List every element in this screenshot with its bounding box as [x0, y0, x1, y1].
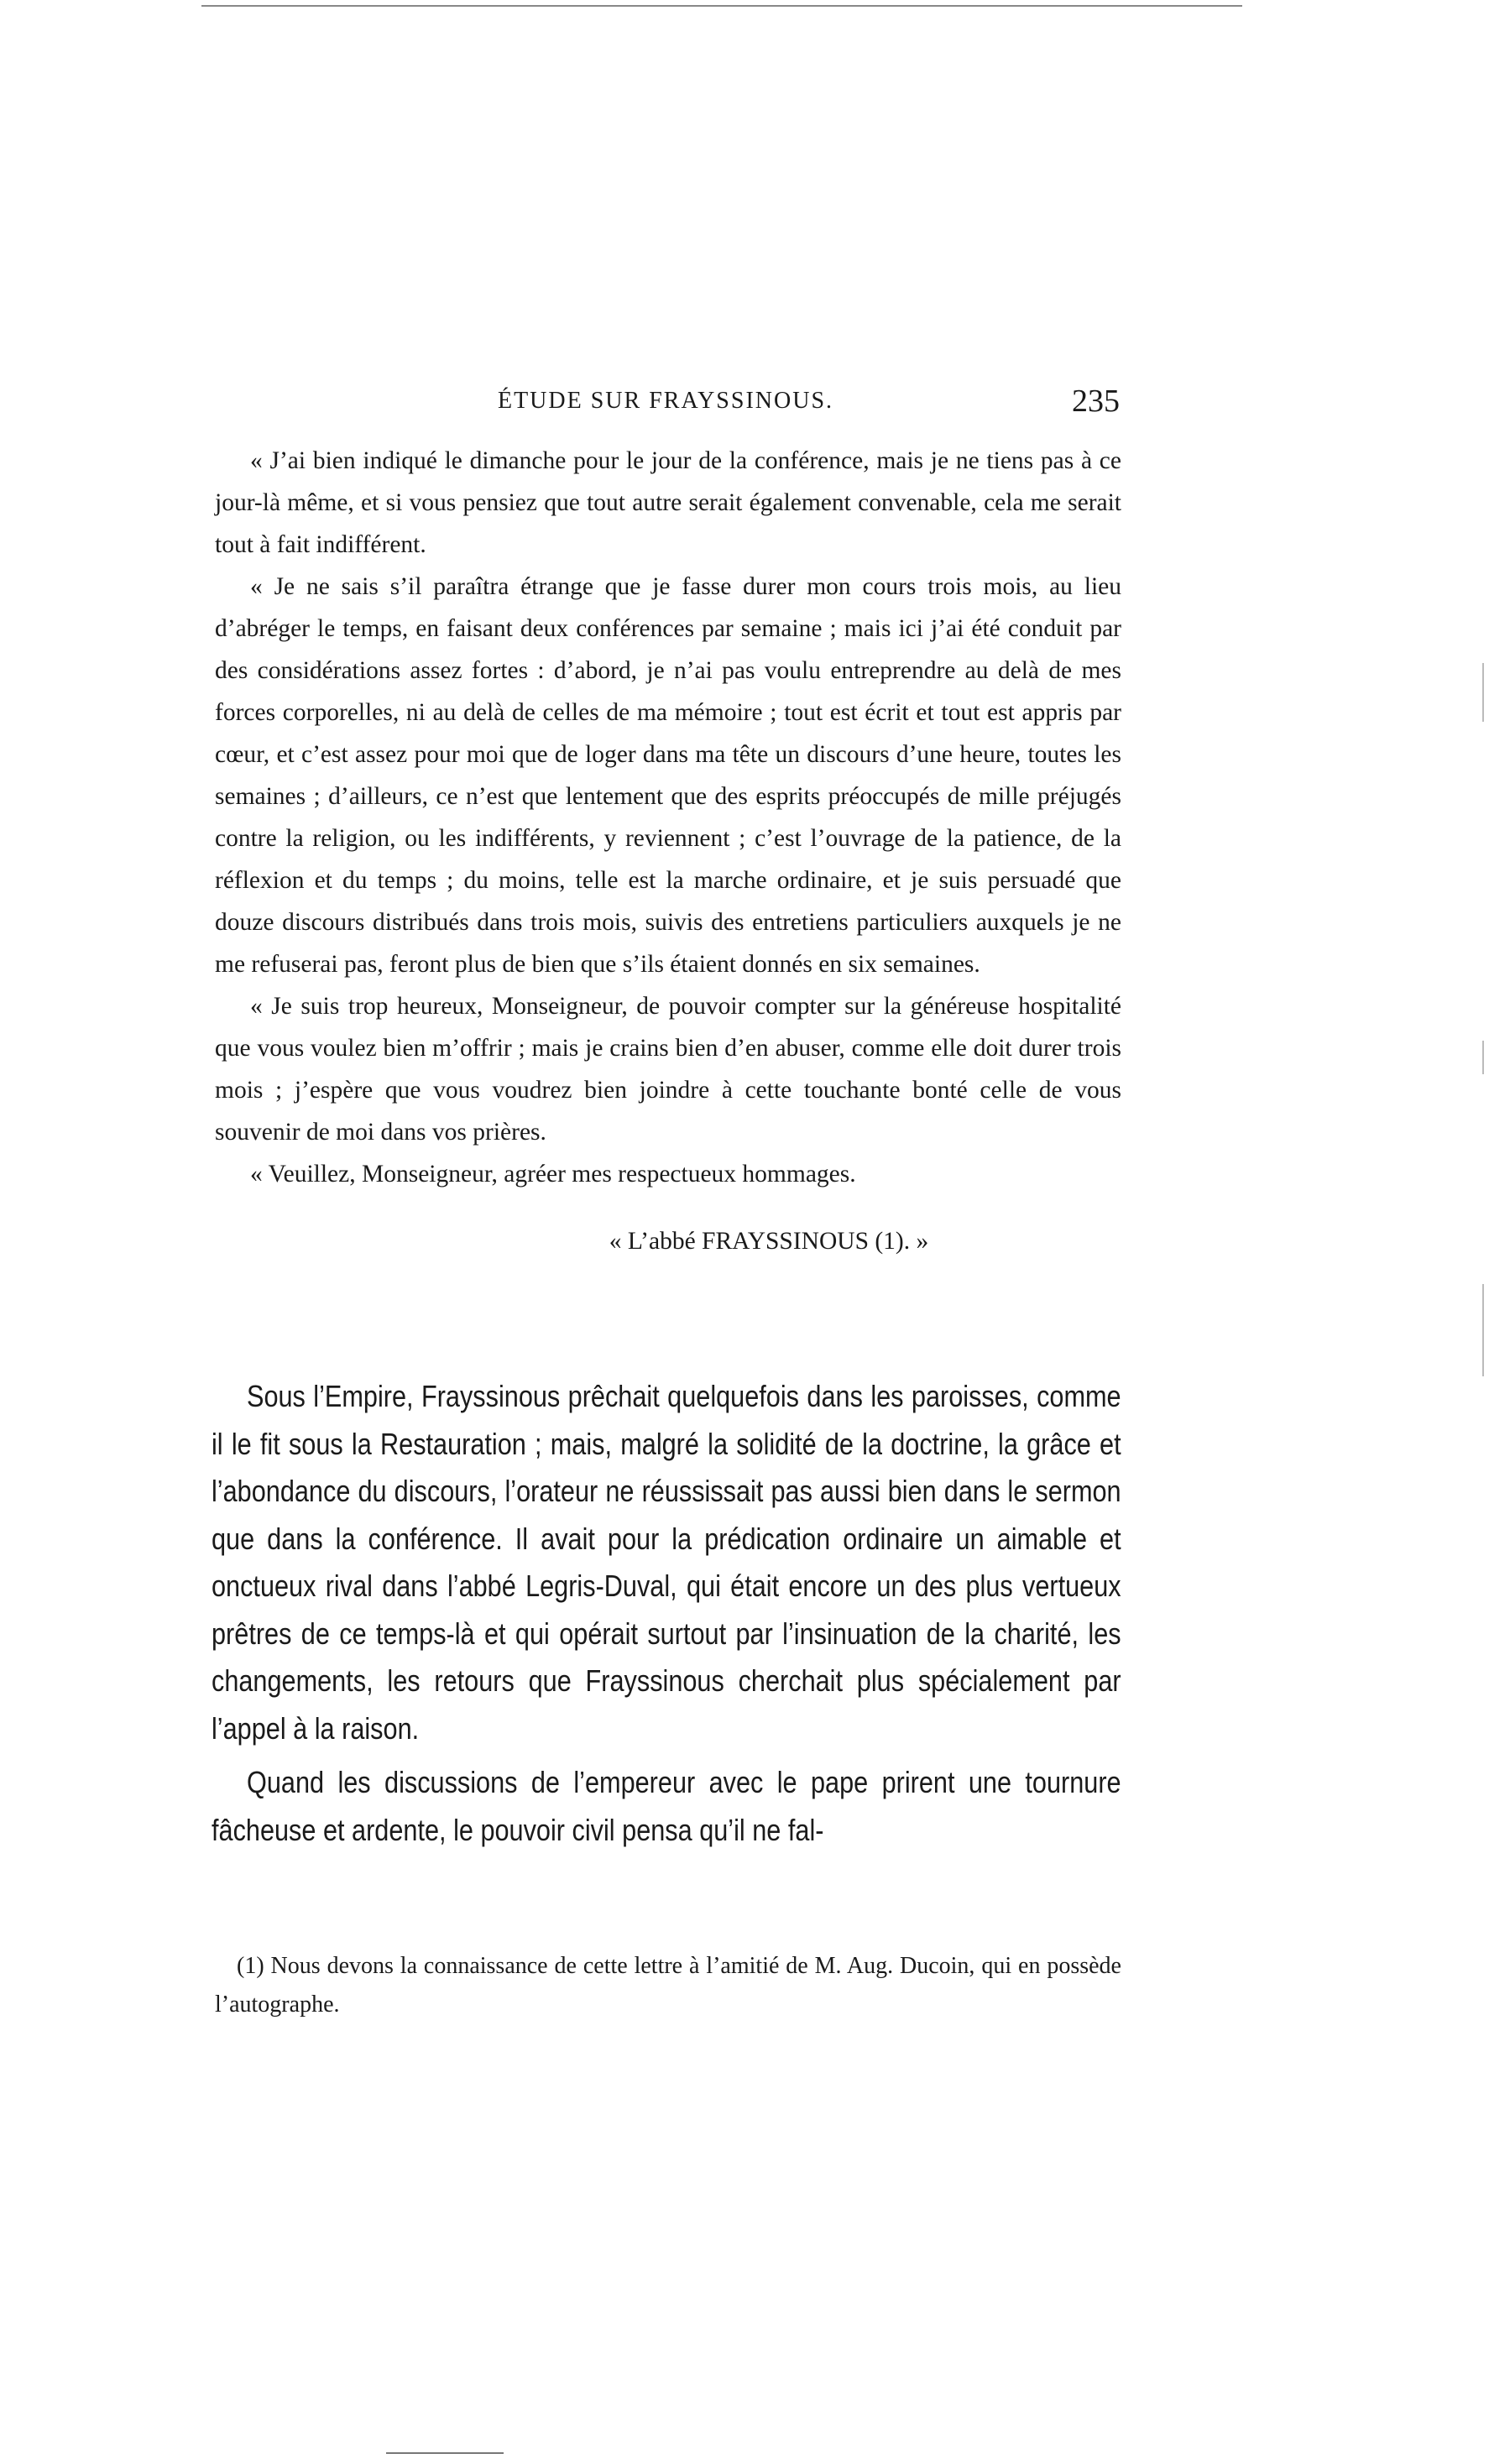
letter-paragraph: « Je suis trop heureux, Monseigneur, de pouvoir compter sur la généreuse hospitalité que vous voulez bien m’offrir ; mais je crains bien d’en abuser, comme elle doit durer trois mois ; j’espère que vous voudrez bien joindre à cette touchante bonté celle de vous souvenir de moi dans vos prières. [215, 993, 1121, 1146]
top-edge-rule [201, 5, 1242, 7]
body-paragraph: Sous l’Empire, Frayssinous prêchait quelquefois dans les paroisses, comme il le fit sous la Restauration ; mais, malgré la solidité de la doctrine, la grâce et l’abondance du discours, l’orateur ne réussissait pas aussi bien dans le sermon que dans la conférence. Il avait pour la prédication ordinaire un aimable et onctueux rival dans l’abbé Legris-Duval, qui était encore un des plus vertueux prêtres de ce temps-là et qui opérait surtout par l’insinuation de la charité, les changements, les retours que Frayssinous cherchait plus spécialement par l’appel à la raison. [212, 1379, 1121, 1746]
footnote [215, 1947, 1121, 2024]
letter-paragraph: « Veuillez, Monseigneur, agréer mes respectueux hommages. [250, 1161, 856, 1188]
main-text [212, 1373, 1121, 1854]
letter-paragraph: « Je ne sais s’il paraîtra étrange que je fasse durer mon cours trois mois, au lieu d’abréger le temps, en faisant deux conférences par semaine ; mais ici j’ai été conduit par des considérations assez fortes : d’abord, je n’ai pas voulu entreprendre au delà de mes forces corporelles, ni au delà de celles de ma mémoire ; tout est écrit et tout est appris par cœur, et c’est assez pour moi que de loger dans ma tête un discours d’une heure, toutes les semaines ; d’ailleurs, ce n’est que lentement que des esprits préoccupés de mille préjugés contre la religion, ou les indifférents, y reviennent ; c’est l’ouvrage de la patience, de la réflexion et du temps ; du moins, telle est la marche ordinaire, et je suis persuadé que douze discours distribués dans trois mois, suivis des entretiens particuliers auxquels je ne me refuserai pas, feront plus de bien que s’ils étaient donnés en six semaines. [215, 573, 1121, 978]
running-head [212, 384, 1120, 430]
page-number: 235 [1072, 384, 1120, 419]
body-paragraph: Quand les discussions de l’empereur avec le pape prirent une tournure fâcheuse et ardente, le pouvoir civil pensa qu’il ne fal- [212, 1765, 1121, 1847]
right-edge-mark [1482, 1284, 1484, 1376]
letter-signature: « L’abbé FRAYSSINOUS (1). » [609, 1228, 929, 1255]
quoted-letter [215, 440, 1121, 1262]
right-edge-mark [1482, 1041, 1484, 1074]
running-title: ÉTUDE SUR FRAYSSINOUS. [497, 388, 834, 414]
bottom-edge-rule [386, 2452, 504, 2454]
letter-paragraph: « J’ai bien indiqué le dimanche pour le jour de la conférence, mais je ne tiens pas à ce jour-là même, et si vous pensiez que tout autre serait également convenable, cela me serait tout à fait indifférent. [215, 447, 1121, 558]
right-edge-mark [1482, 663, 1484, 722]
footnote-text: (1) Nous devons la connaissance de cette lettre à l’amitié de M. Aug. Ducoin, qui en possède l’autographe. [215, 1953, 1121, 2018]
